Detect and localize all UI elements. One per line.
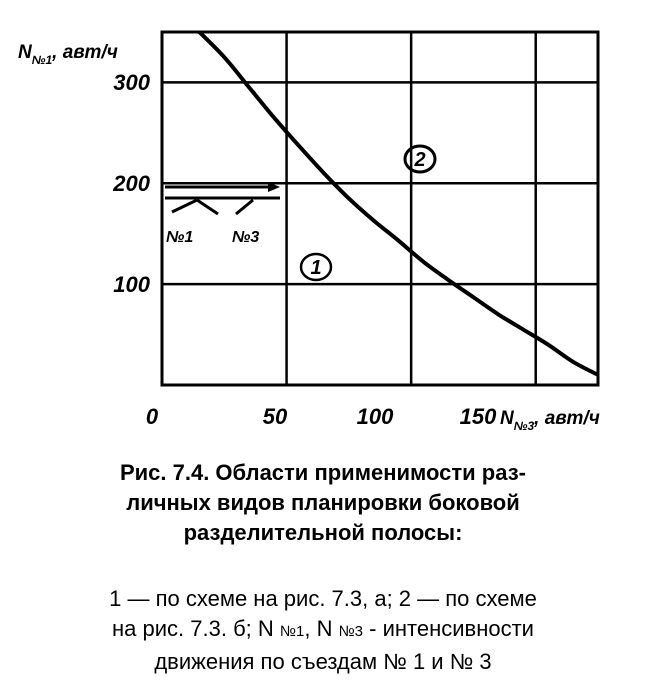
figure-legend (40, 584, 606, 677)
svg-text:1: 1 (310, 257, 322, 279)
x-tick-label: 150 (459, 404, 497, 429)
legend-line: на рис. 7.3. б; N №1, N №3 - интенсивности (112, 616, 534, 641)
figure-caption (40, 458, 606, 548)
ramp-3-label: №3 (232, 229, 260, 246)
x-tick-label: 100 (356, 404, 394, 429)
caption-line: разделительной полосы: (183, 520, 463, 545)
ramp-1-label: №1 (166, 229, 194, 246)
y-tick-label: 100 (113, 272, 150, 297)
grid (162, 32, 598, 385)
region-2-marker (405, 146, 435, 172)
plot-frame (162, 32, 598, 385)
y-tick-label: 200 (113, 171, 150, 196)
region-1-marker (301, 254, 331, 280)
caption-line: Рис. 7.4. Области применимости раз- (119, 460, 527, 485)
ramp-schematic (165, 182, 280, 214)
y-axis-label: $N_{№1}$, авт/ч (18, 42, 118, 67)
legend-line: 1 — по схеме на рис. 7.3, а; 2 — по схеме (109, 586, 537, 611)
caption-line: личных видов планировки боковой (126, 490, 520, 515)
x-axis-label: $N_{№3}$, авт/ч (500, 408, 600, 433)
x-tick-label: 0 (145, 404, 159, 429)
y-tick-label: 300 (113, 70, 150, 95)
svg-text:2: 2 (414, 149, 426, 171)
legend-line: движения по съездам № 1 и № 3 (154, 649, 492, 674)
x-tick-label: 50 (262, 404, 288, 429)
